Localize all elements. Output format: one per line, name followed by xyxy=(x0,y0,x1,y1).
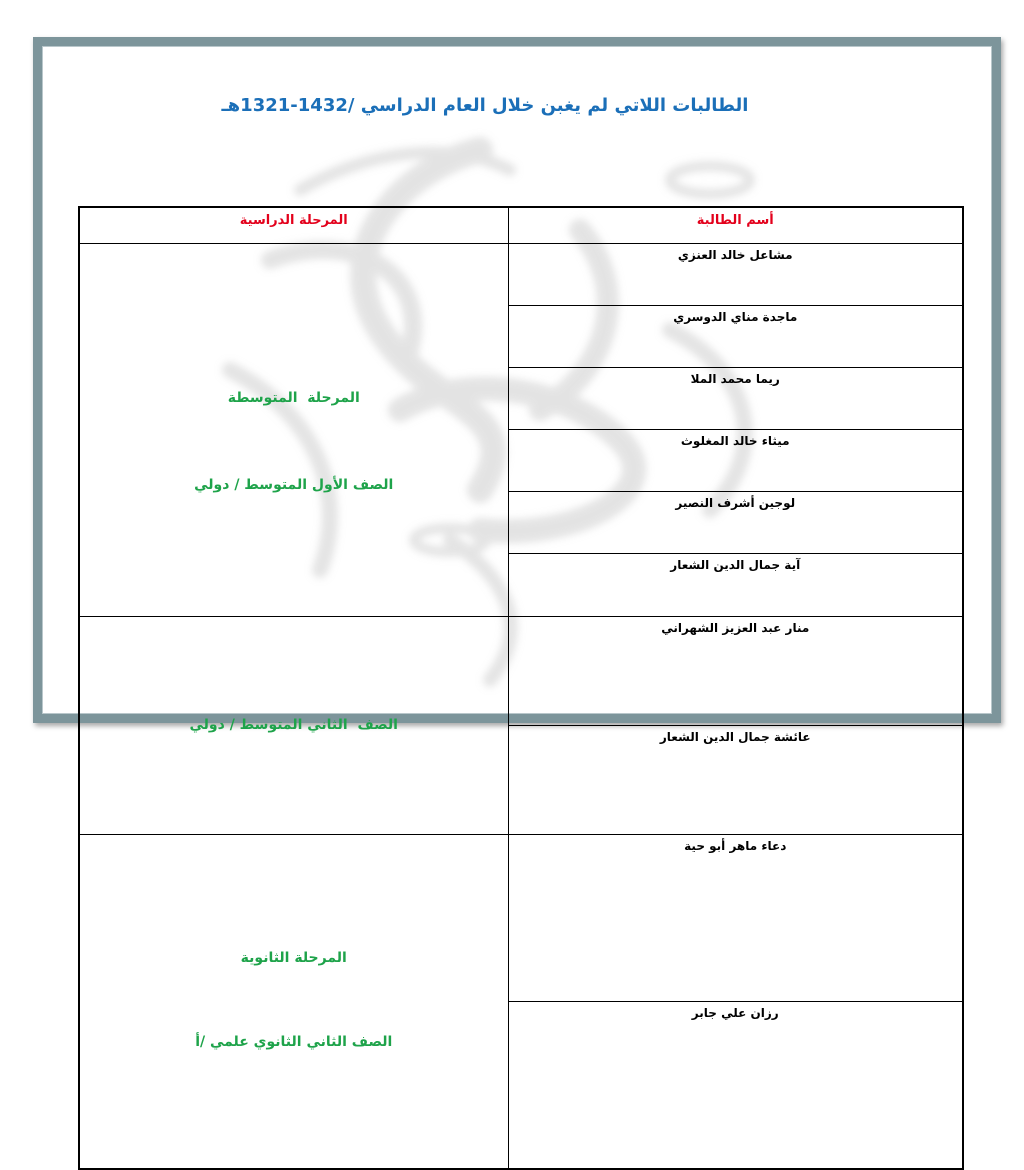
table-header-row xyxy=(79,207,963,243)
student-name-cell: منار عبد العزيز الشهراني xyxy=(508,616,963,725)
header-stage: المرحلة الدراسية xyxy=(79,207,508,243)
stage-line: الصف الثاني المتوسط / دولي xyxy=(189,716,398,733)
stage-cell-intermediate-second xyxy=(79,616,508,834)
stage-line: الصف الثاني الثانوي علمي /أ xyxy=(195,1033,393,1050)
students-table xyxy=(78,206,964,1170)
student-name-cell: ميثاء خالد المغلوث xyxy=(508,429,963,491)
table-row xyxy=(79,834,963,1001)
student-name-cell: دعاء ماهر أبو حية xyxy=(508,834,963,1001)
student-name-cell: رزان علي جابر xyxy=(508,1001,963,1168)
table-row xyxy=(79,616,963,725)
table-row xyxy=(79,243,963,305)
stage-line: الصف الأول المتوسط / دولي xyxy=(194,476,394,493)
student-name-cell: عائشة جمال الدين الشعار xyxy=(508,725,963,834)
student-name-cell: لوجين أشرف النصير xyxy=(508,492,963,554)
stage-cell-secondary xyxy=(79,834,508,1169)
student-name-cell: مشاعل خالد العنزي xyxy=(508,243,963,305)
header-student-name: أسم الطالبة xyxy=(508,207,963,243)
slide-title: الطالبات اللاتي لم يغبن خلال العام الدراسي /1432-1321هـ xyxy=(221,95,749,116)
student-name-cell: آية جمال الدين الشعار xyxy=(508,554,963,616)
stage-cell-intermediate-first xyxy=(79,243,508,616)
student-name-cell: ماجدة مناي الدوسري xyxy=(508,305,963,367)
stage-line: المرحلة الثانوية xyxy=(240,949,347,966)
student-name-cell: ريما محمد الملا xyxy=(508,367,963,429)
stage-line: المرحلة المتوسطة xyxy=(227,389,360,406)
